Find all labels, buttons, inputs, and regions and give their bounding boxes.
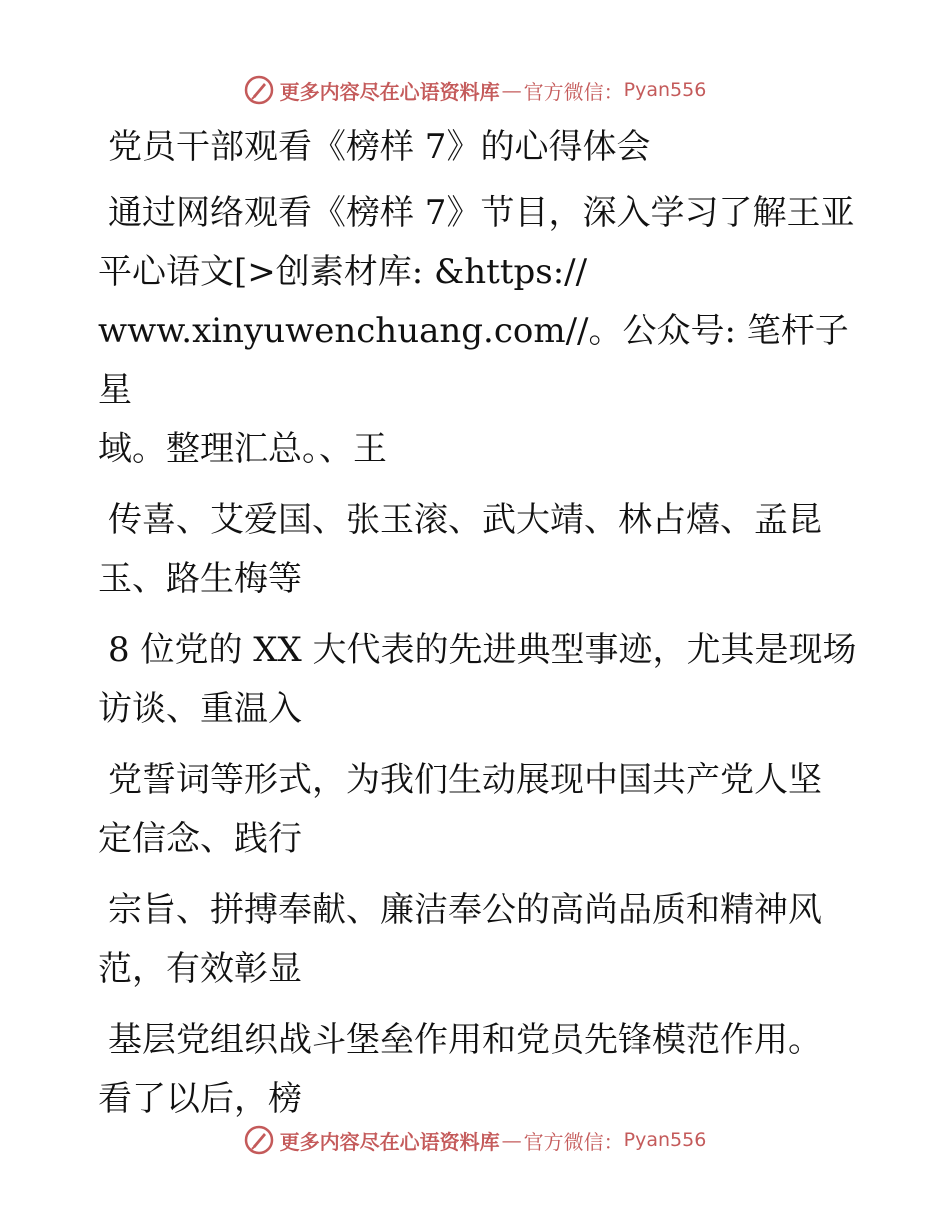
document-title [98, 124, 858, 170]
paragraph-6 [98, 1011, 858, 1129]
paragraph-line [98, 751, 858, 810]
paragraph-line: 玉、路生梅等 [98, 559, 302, 599]
paragraph-line: 平心语文[>创素材库: &https:// [98, 252, 588, 292]
paragraph-line: 定信念、践行 [98, 819, 302, 859]
line-text: 党誓词等形式，为我们生动展现中国共产党人坚 [108, 760, 822, 800]
banner-wechat-id: Pyan556 [623, 79, 707, 101]
paragraph-5 [98, 881, 858, 999]
banner-wechat-label: 官方微信： [523, 1129, 624, 1154]
paragraph-1 [98, 184, 858, 479]
paragraph-line: 看了以后，榜 [98, 1079, 302, 1119]
line-text: 通过网络观看《榜样 7》节目，深入学习了解王亚 [108, 193, 855, 233]
title-text: 党员干部观看《榜样 7》的心得体会 [108, 127, 651, 167]
banner-wechat-label: 官方微信： [523, 79, 624, 104]
paragraph-line: 范，有效彰显 [98, 949, 302, 989]
paragraph-line [98, 881, 858, 940]
paragraph-4 [98, 751, 858, 869]
line-text: 宗旨、拼搏奉献、廉洁奉公的高尚品质和精神风 [108, 890, 822, 930]
line-text: 8 位党的 XX 大代表的先进典型事迹，尤其是现场 [108, 630, 857, 670]
paragraph-line [98, 621, 858, 680]
footer-banner [0, 1122, 950, 1158]
banner-main-text: 更多内容尽在心语资料库 [279, 79, 500, 104]
quill-logo-icon [244, 75, 274, 105]
paragraph-line [98, 491, 858, 550]
paragraph-line: 域。整理汇总。、王 [98, 429, 387, 469]
paragraph-line: www.xinyuwenchuang.com//。公众号: 笔杆子星 [98, 311, 849, 410]
banner-dash: — [501, 1128, 522, 1152]
paragraph-line [98, 1011, 858, 1070]
banner-dash: — [501, 78, 522, 102]
paragraph-2 [98, 491, 858, 609]
paragraph-line [98, 184, 858, 243]
banner-wechat-id: Pyan556 [623, 1129, 707, 1151]
line-text: 基层党组织战斗堡垒作用和党员先锋模范作用。 [108, 1020, 822, 1060]
quill-logo-icon [244, 1125, 274, 1155]
line-text: 传喜、艾爱国、张玉滚、武大靖、林占熺、孟昆 [108, 500, 822, 540]
paragraph-3 [98, 621, 858, 739]
document-body [98, 124, 858, 1141]
header-banner [0, 72, 950, 108]
paragraph-line: 访谈、重温入 [98, 689, 302, 729]
banner-main-text: 更多内容尽在心语资料库 [279, 1129, 500, 1154]
